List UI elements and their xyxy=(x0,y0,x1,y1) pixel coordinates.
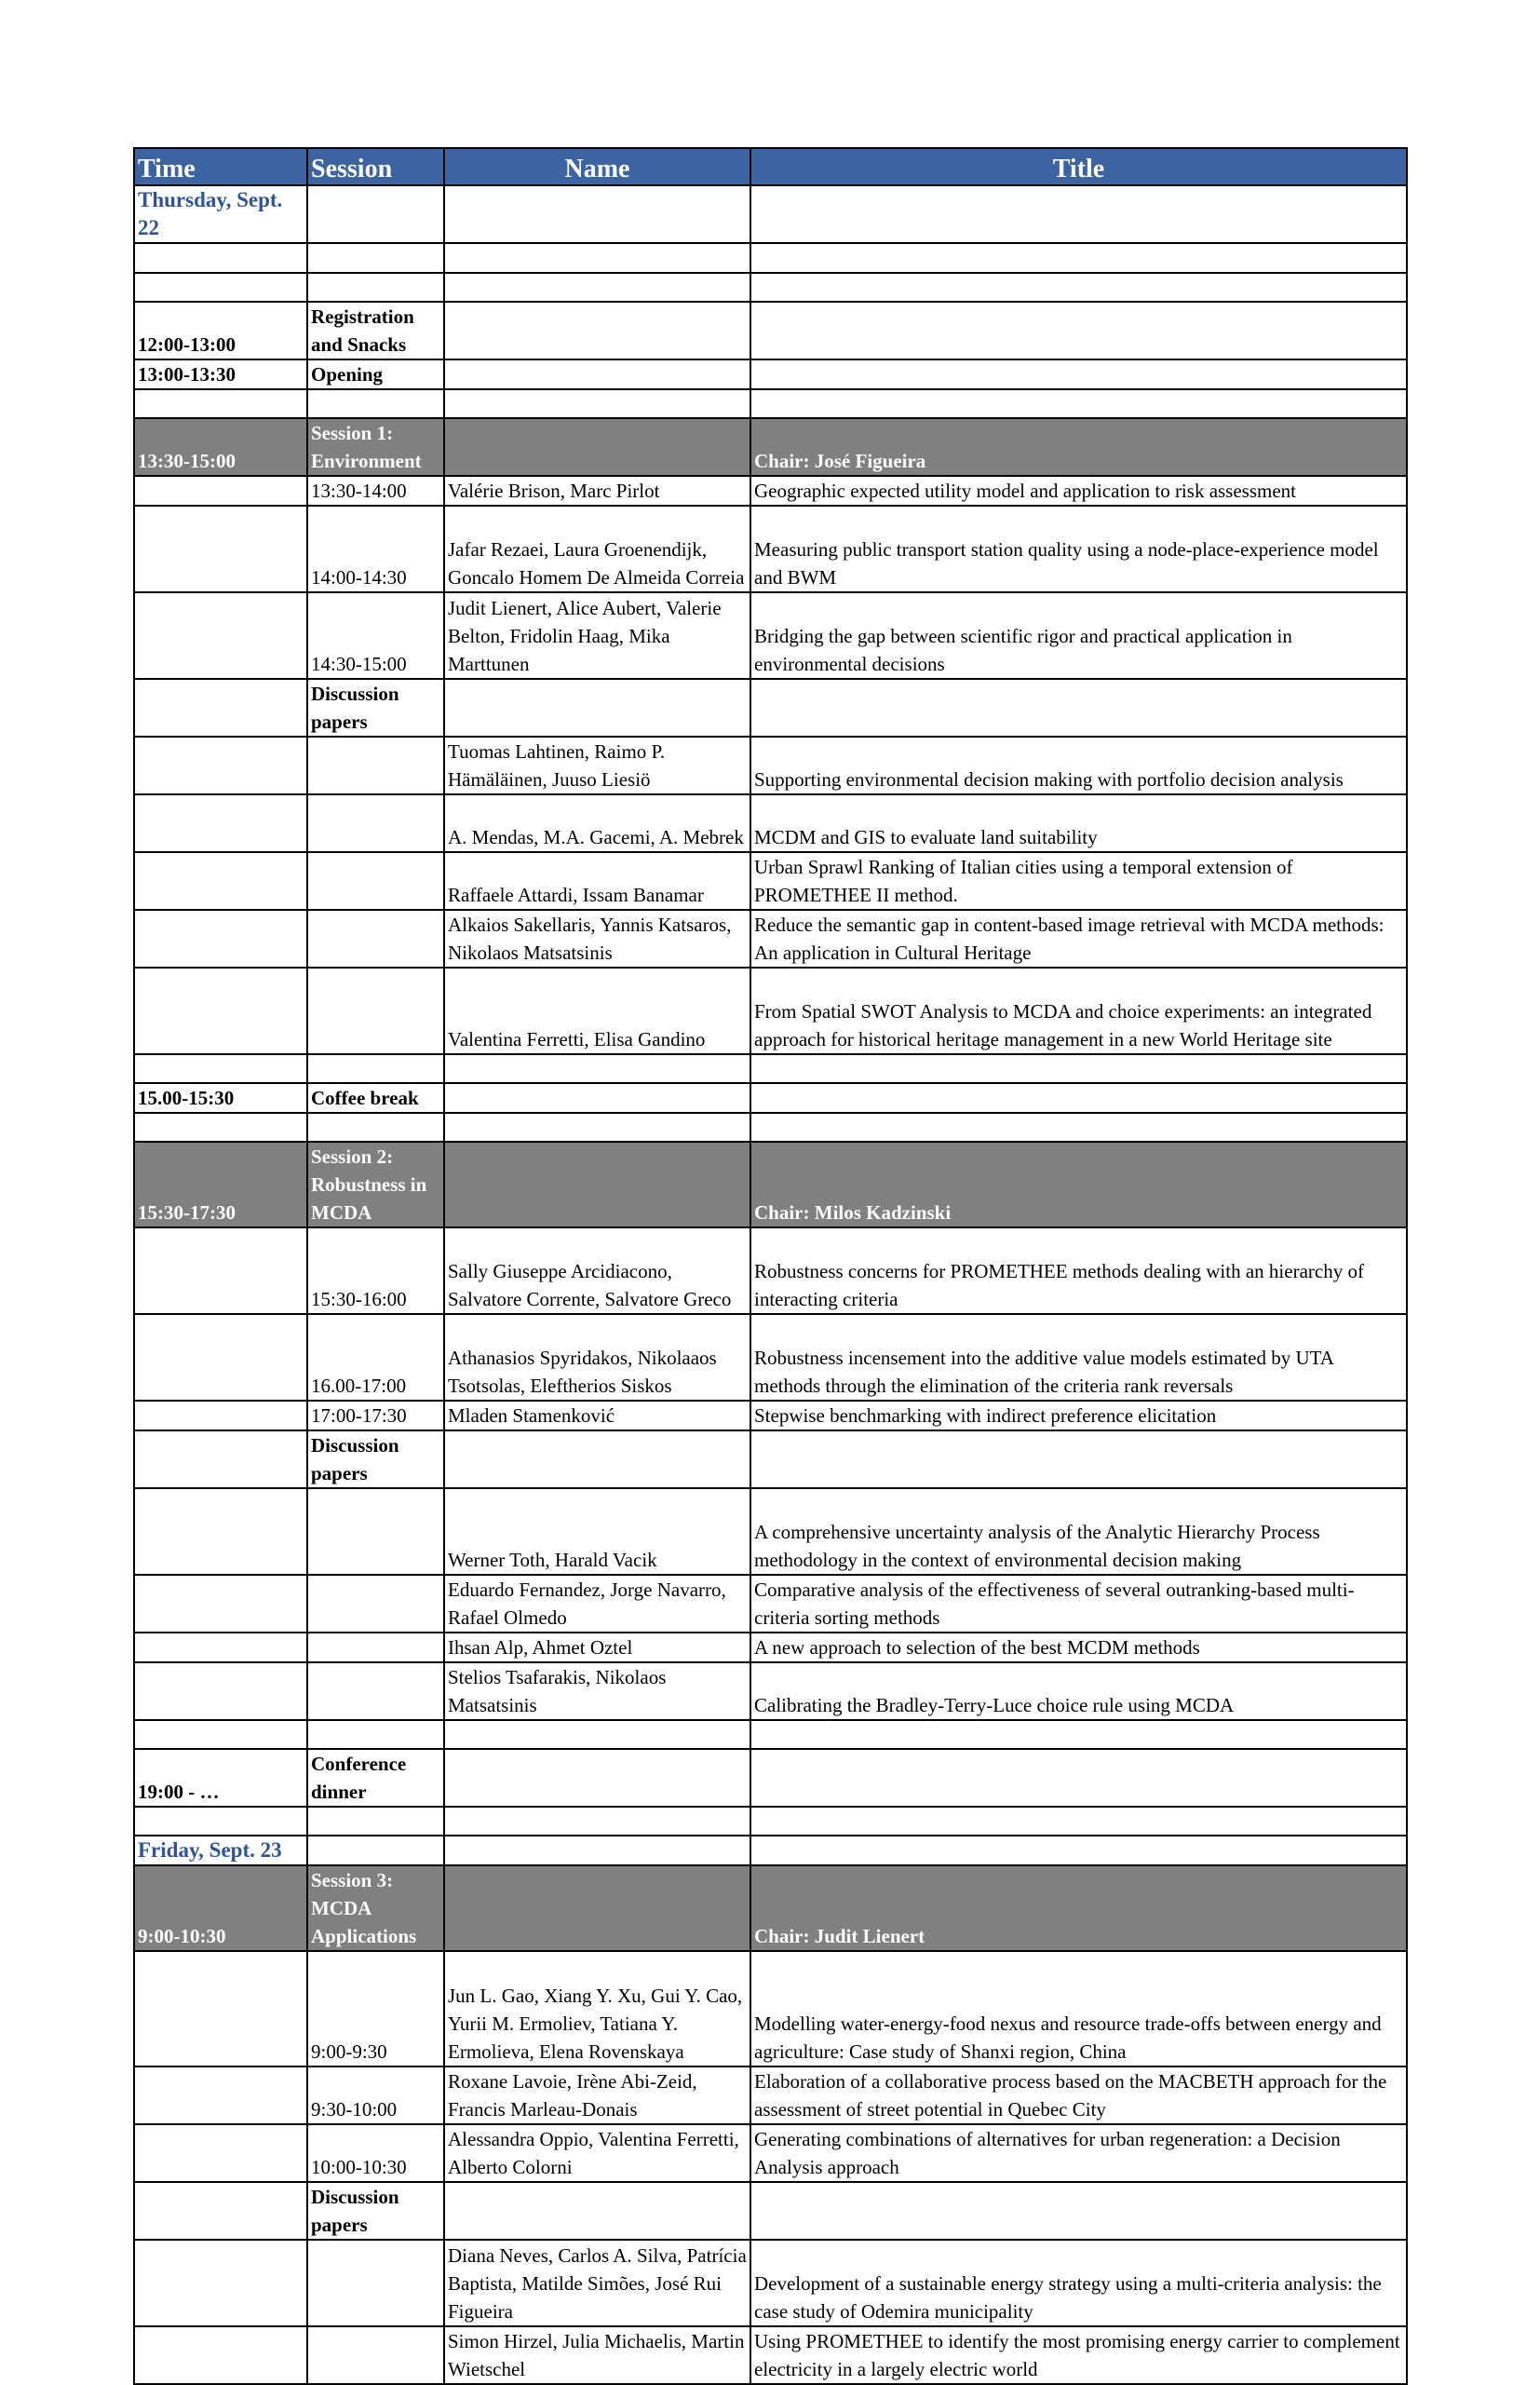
cell-title: Modelling water-energy-food nexus and resource trade-offs between energy and agriculture: Case study of Shanxi region, China xyxy=(750,1951,1407,2067)
talk-row xyxy=(134,2326,1407,2384)
cell-title xyxy=(750,1430,1407,1488)
blank-row xyxy=(134,273,1407,302)
cell-session: Discussion papers xyxy=(307,1430,444,1488)
talk-row xyxy=(134,910,1407,968)
cell-session xyxy=(307,1836,444,1865)
cell-name: Tuomas Lahtinen, Raimo P. Hämäläinen, Juuso Liesiö xyxy=(444,737,750,794)
cell-time: 19:00 - … xyxy=(134,1749,307,1807)
cell-session xyxy=(307,1633,444,1662)
schedule-body xyxy=(134,185,1407,2384)
header-name: Name xyxy=(444,148,750,185)
talk-row xyxy=(134,852,1407,910)
cell-name xyxy=(444,1430,750,1488)
cell-time xyxy=(134,737,307,794)
cell-time xyxy=(134,910,307,968)
cell-time xyxy=(134,2240,307,2326)
cell-title: Robustness concerns for PROMETHEE methods dealing with an hierarchy of interacting criteria xyxy=(750,1227,1407,1314)
cell-session xyxy=(307,1054,444,1083)
event-row xyxy=(134,302,1407,359)
cell-session: Discussion papers xyxy=(307,679,444,737)
cell-name xyxy=(444,1807,750,1836)
discussion-row xyxy=(134,679,1407,737)
cell-name: A. Mendas, M.A. Gacemi, A. Mebrek xyxy=(444,794,750,852)
cell-session xyxy=(307,1662,444,1720)
cell-title: Development of a sustainable energy strategy using a multi-criteria analysis: the case study of Odemira municipality xyxy=(750,2240,1407,2326)
cell-title: Geographic expected utility model and application to risk assessment xyxy=(750,476,1407,506)
cell-session: 14:30-15:00 xyxy=(307,592,444,679)
cell-name xyxy=(444,1720,750,1749)
cell-session: 10:00-10:30 xyxy=(307,2124,444,2182)
cell-name: Diana Neves, Carlos A. Silva, Patrícia Baptista, Matilde Simões, José Rui Figueira xyxy=(444,2240,750,2326)
cell-session xyxy=(307,243,444,273)
cell-title: Measuring public transport station quality using a node-place-experience model and BWM xyxy=(750,506,1407,592)
cell-session xyxy=(307,1720,444,1749)
cell-session xyxy=(307,1575,444,1633)
cell-time xyxy=(134,1488,307,1575)
cell-name xyxy=(444,418,750,476)
cell-time xyxy=(134,679,307,737)
cell-session: Discussion papers xyxy=(307,2182,444,2240)
cell-time xyxy=(134,506,307,592)
cell-name xyxy=(444,1836,750,1865)
cell-name: Ihsan Alp, Ahmet Oztel xyxy=(444,1633,750,1662)
cell-session: Session 2: Robustness in MCDA xyxy=(307,1142,444,1227)
cell-title: Generating combinations of alternatives for urban regeneration: a Decision Analysis approach xyxy=(750,2124,1407,2182)
cell-session: Opening xyxy=(307,359,444,389)
cell-title: Urban Sprawl Ranking of Italian cities using a temporal extension of PROMETHEE II method. xyxy=(750,852,1407,910)
cell-name xyxy=(444,389,750,418)
discussion-row xyxy=(134,2182,1407,2240)
blank-row xyxy=(134,1720,1407,1749)
cell-name: Athanasios Spyridakos, Nikolaaos Tsotsolas, Eleftherios Siskos xyxy=(444,1314,750,1401)
cell-time xyxy=(134,2067,307,2124)
cell-name: Simon Hirzel, Julia Michaelis, Martin Wietschel xyxy=(444,2326,750,2384)
cell-name: Eduardo Fernandez, Jorge Navarro, Rafael Olmedo xyxy=(444,1575,750,1633)
cell-title xyxy=(750,185,1407,243)
cell-title xyxy=(750,273,1407,302)
cell-title: Supporting environmental decision making with portfolio decision analysis xyxy=(750,737,1407,794)
cell-title xyxy=(750,1836,1407,1865)
cell-time xyxy=(134,1430,307,1488)
cell-time xyxy=(134,1314,307,1401)
cell-time xyxy=(134,476,307,506)
cell-name xyxy=(444,1142,750,1227)
cell-time: 13:30-15:00 xyxy=(134,418,307,476)
discussion-row xyxy=(134,1430,1407,1488)
cell-title xyxy=(750,1749,1407,1807)
cell-name: Raffaele Attardi, Issam Banamar xyxy=(444,852,750,910)
session-row xyxy=(134,1865,1407,1951)
cell-name: Jun L. Gao, Xiang Y. Xu, Gui Y. Cao, Yurii M. Ermoliev, Tatiana Y. Ermolieva, Elena Rovenskaya xyxy=(444,1951,750,2067)
cell-session xyxy=(307,737,444,794)
talk-row xyxy=(134,476,1407,506)
cell-time xyxy=(134,1575,307,1633)
cell-name: Valentina Ferretti, Elisa Gandino xyxy=(444,968,750,1054)
cell-time xyxy=(134,1633,307,1662)
cell-time xyxy=(134,2124,307,2182)
talk-row xyxy=(134,1314,1407,1401)
cell-title: Calibrating the Bradley-Terry-Luce choice rule using MCDA xyxy=(750,1662,1407,1720)
cell-time xyxy=(134,794,307,852)
talk-row xyxy=(134,2067,1407,2124)
cell-name: Jafar Rezaei, Laura Groenendijk, Goncalo Homem De Almeida Correia xyxy=(444,506,750,592)
cell-time xyxy=(134,1401,307,1430)
session-row xyxy=(134,418,1407,476)
cell-time: 15:30-17:30 xyxy=(134,1142,307,1227)
cell-session xyxy=(307,968,444,1054)
cell-session xyxy=(307,794,444,852)
cell-session: Coffee break xyxy=(307,1083,444,1113)
cell-time xyxy=(134,1662,307,1720)
cell-name xyxy=(444,1749,750,1807)
cell-session: 15:30-16:00 xyxy=(307,1227,444,1314)
cell-title: Stepwise benchmarking with indirect preference elicitation xyxy=(750,1401,1407,1430)
cell-session xyxy=(307,852,444,910)
cell-name xyxy=(444,1113,750,1142)
cell-title: Chair: Milos Kadzinski xyxy=(750,1142,1407,1227)
cell-time xyxy=(134,1951,307,2067)
cell-session xyxy=(307,1488,444,1575)
cell-title: Chair: José Figueira xyxy=(750,418,1407,476)
talk-row xyxy=(134,2124,1407,2182)
cell-session xyxy=(307,910,444,968)
cell-session: 9:30-10:00 xyxy=(307,2067,444,2124)
cell-time xyxy=(134,2182,307,2240)
cell-time xyxy=(134,852,307,910)
talk-row xyxy=(134,794,1407,852)
talk-row xyxy=(134,1488,1407,1575)
cell-session: 16.00-17:00 xyxy=(307,1314,444,1401)
cell-title xyxy=(750,1720,1407,1749)
header-time: Time xyxy=(134,148,307,185)
cell-time: Thursday, Sept. 22 xyxy=(134,185,307,243)
cell-session xyxy=(307,2240,444,2326)
cell-time: 15.00-15:30 xyxy=(134,1083,307,1113)
cell-session xyxy=(307,273,444,302)
talk-row xyxy=(134,737,1407,794)
cell-time xyxy=(134,1720,307,1749)
cell-name xyxy=(444,359,750,389)
talk-row xyxy=(134,2240,1407,2326)
cell-session: 13:30-14:00 xyxy=(307,476,444,506)
cell-title xyxy=(750,302,1407,359)
cell-title: Using PROMETHEE to identify the most promising energy carrier to complement electricity in a largely electric world xyxy=(750,2326,1407,2384)
cell-time xyxy=(134,1054,307,1083)
cell-title: Bridging the gap between scientific rigor and practical application in environmental decisions xyxy=(750,592,1407,679)
cell-name xyxy=(444,302,750,359)
talk-row xyxy=(134,1633,1407,1662)
cell-session xyxy=(307,1807,444,1836)
cell-name xyxy=(444,1083,750,1113)
talk-row xyxy=(134,968,1407,1054)
blank-row xyxy=(134,389,1407,418)
cell-title: Robustness incensement into the additive value models estimated by UTA methods through the elimination of the criteria rank reversals xyxy=(750,1314,1407,1401)
cell-session: Conference dinner xyxy=(307,1749,444,1807)
cell-time xyxy=(134,273,307,302)
cell-time: Friday, Sept. 23 xyxy=(134,1836,307,1865)
cell-title: A comprehensive uncertainty analysis of the Analytic Hierarchy Process methodology in the context of environmental decision making xyxy=(750,1488,1407,1575)
cell-title xyxy=(750,1807,1407,1836)
cell-title: From Spatial SWOT Analysis to MCDA and choice experiments: an integrated approach for historical heritage management in a new World Heritage site xyxy=(750,968,1407,1054)
cell-title xyxy=(750,1113,1407,1142)
event-row xyxy=(134,1749,1407,1807)
blank-row xyxy=(134,1054,1407,1083)
cell-time xyxy=(134,1113,307,1142)
cell-title xyxy=(750,2182,1407,2240)
header-row xyxy=(134,148,1407,185)
cell-title xyxy=(750,243,1407,273)
cell-time xyxy=(134,243,307,273)
cell-time xyxy=(134,2326,307,2384)
cell-title: A new approach to selection of the best MCDM methods xyxy=(750,1633,1407,1662)
cell-title xyxy=(750,1083,1407,1113)
day-row xyxy=(134,185,1407,243)
cell-name: Judit Lienert, Alice Aubert, Valerie Belton, Fridolin Haag, Mika Marttunen xyxy=(444,592,750,679)
cell-session: 14:00-14:30 xyxy=(307,506,444,592)
cell-name xyxy=(444,2182,750,2240)
cell-title: Reduce the semantic gap in content-based image retrieval with MCDA methods: An application in Cultural Heritage xyxy=(750,910,1407,968)
cell-title: Comparative analysis of the effectiveness of several outranking-based multi-criteria sorting methods xyxy=(750,1575,1407,1633)
cell-session: Registration and Snacks xyxy=(307,302,444,359)
cell-name xyxy=(444,1054,750,1083)
cell-time: 13:00-13:30 xyxy=(134,359,307,389)
talk-row xyxy=(134,1227,1407,1314)
cell-name: Stelios Tsafarakis, Nikolaos Matsatsinis xyxy=(444,1662,750,1720)
cell-title: Chair: Judit Lienert xyxy=(750,1865,1407,1951)
talk-row xyxy=(134,1662,1407,1720)
cell-name xyxy=(444,1865,750,1951)
cell-name: Alkaios Sakellaris, Yannis Katsaros, Nikolaos Matsatsinis xyxy=(444,910,750,968)
blank-row xyxy=(134,1113,1407,1142)
cell-time: 12:00-13:00 xyxy=(134,302,307,359)
cell-session xyxy=(307,2326,444,2384)
talk-row xyxy=(134,506,1407,592)
cell-name xyxy=(444,185,750,243)
cell-session xyxy=(307,389,444,418)
cell-time xyxy=(134,968,307,1054)
talk-row xyxy=(134,1401,1407,1430)
header-session: Session xyxy=(307,148,444,185)
cell-name xyxy=(444,273,750,302)
cell-name: Valérie Brison, Marc Pirlot xyxy=(444,476,750,506)
session-row xyxy=(134,1142,1407,1227)
cell-title xyxy=(750,389,1407,418)
cell-title: Elaboration of a collaborative process based on the MACBETH approach for the assessment of street potential in Quebec City xyxy=(750,2067,1407,2124)
event-row xyxy=(134,359,1407,389)
event-row xyxy=(134,1083,1407,1113)
cell-time: 9:00-10:30 xyxy=(134,1865,307,1951)
cell-name: Werner Toth, Harald Vacik xyxy=(444,1488,750,1575)
cell-name xyxy=(444,243,750,273)
cell-session: Session 3: MCDA Applications xyxy=(307,1865,444,1951)
talk-row xyxy=(134,1951,1407,2067)
blank-row xyxy=(134,243,1407,273)
cell-title xyxy=(750,1054,1407,1083)
blank-row xyxy=(134,1807,1407,1836)
cell-name xyxy=(444,679,750,737)
cell-time xyxy=(134,389,307,418)
cell-title xyxy=(750,679,1407,737)
cell-session: Session 1: Environment xyxy=(307,418,444,476)
cell-time xyxy=(134,1807,307,1836)
day-row xyxy=(134,1836,1407,1865)
cell-title xyxy=(750,359,1407,389)
cell-time xyxy=(134,1227,307,1314)
cell-session xyxy=(307,185,444,243)
cell-time xyxy=(134,592,307,679)
cell-title: MCDM and GIS to evaluate land suitability xyxy=(750,794,1407,852)
cell-name: Roxane Lavoie, Irène Abi-Zeid, Francis Marleau-Donais xyxy=(444,2067,750,2124)
cell-name: Sally Giuseppe Arcidiacono, Salvatore Corrente, Salvatore Greco xyxy=(444,1227,750,1314)
cell-session: 17:00-17:30 xyxy=(307,1401,444,1430)
cell-name: Mladen Stamenković xyxy=(444,1401,750,1430)
talk-row xyxy=(134,592,1407,679)
header-title: Title xyxy=(750,148,1407,185)
cell-session: 9:00-9:30 xyxy=(307,1951,444,2067)
schedule-table xyxy=(133,147,1408,2385)
cell-session xyxy=(307,1113,444,1142)
cell-name: Alessandra Oppio, Valentina Ferretti, Alberto Colorni xyxy=(444,2124,750,2182)
talk-row xyxy=(134,1575,1407,1633)
